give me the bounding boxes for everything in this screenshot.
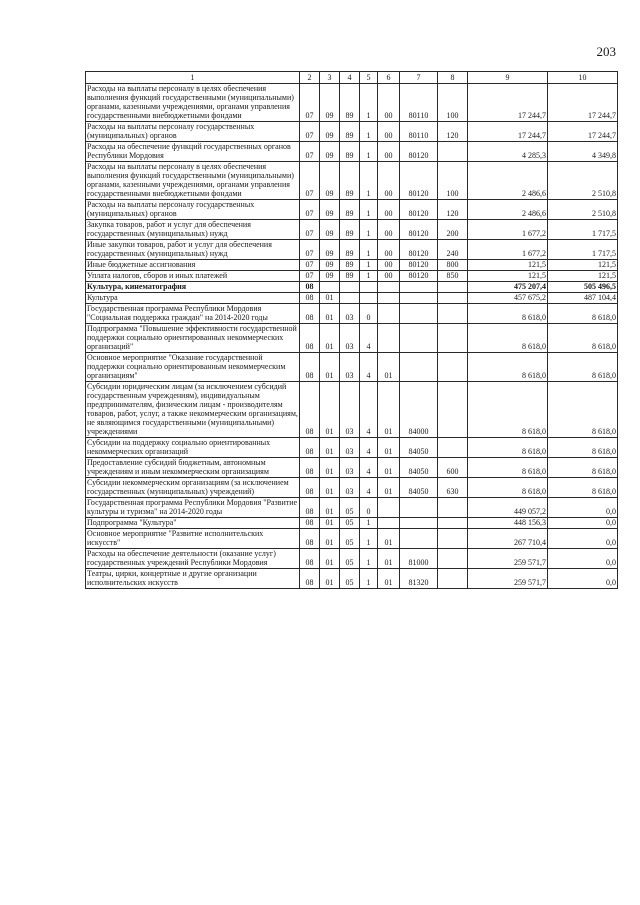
row-c6-cell <box>378 518 400 529</box>
row-name-cell: Расходы на выплаты персоналу в целях обеспечения выполнения функций государственными (муниципальными) органами, казенными учреждениями, органами управления государственными внебюджетными фондами <box>86 84 300 122</box>
row-v10-cell: 0,0 <box>548 529 618 549</box>
row-c2-cell: 08 <box>300 324 320 353</box>
table-row <box>86 271 618 282</box>
row-c6-cell: 01 <box>378 438 400 458</box>
row-c4-cell: 05 <box>340 569 360 589</box>
row-c6-cell: 01 <box>378 529 400 549</box>
row-c6-cell: 00 <box>378 260 400 271</box>
row-c7-cell: 80120 <box>400 260 438 271</box>
row-c6-cell <box>378 498 400 518</box>
row-name-cell: Культура, кинематография <box>86 282 300 293</box>
row-c2-cell: 07 <box>300 162 320 200</box>
row-c5-cell: 4 <box>360 353 378 382</box>
row-c5-cell: 4 <box>360 324 378 353</box>
row-c6-cell: 01 <box>378 569 400 589</box>
row-c8-cell: 850 <box>438 271 468 282</box>
row-c6-cell: 00 <box>378 220 400 240</box>
row-c8-cell <box>438 498 468 518</box>
page-number: 203 <box>596 44 616 59</box>
row-name-cell: Государственная программа Республики Мордовия "Социальная поддержка граждан" на 2014-2020 годы <box>86 304 300 324</box>
row-name-cell: Культура <box>86 293 300 304</box>
row-c2-cell: 07 <box>300 200 320 220</box>
row-v10-cell: 17 244,7 <box>548 84 618 122</box>
table-row <box>86 240 618 260</box>
row-c5-cell: 4 <box>360 458 378 478</box>
row-c4-cell: 89 <box>340 240 360 260</box>
column-header: 4 <box>340 72 360 84</box>
row-v9-cell: 17 244,7 <box>468 122 548 142</box>
row-c7-cell: 80120 <box>400 162 438 200</box>
table-row <box>86 122 618 142</box>
row-c5-cell: 1 <box>360 518 378 529</box>
row-c7-cell: 80110 <box>400 84 438 122</box>
row-c4-cell: 03 <box>340 353 360 382</box>
row-c7-cell: 84050 <box>400 478 438 498</box>
row-c8-cell: 100 <box>438 162 468 200</box>
row-c8-cell <box>438 438 468 458</box>
row-c2-cell: 08 <box>300 353 320 382</box>
row-c8-cell <box>438 518 468 529</box>
row-v9-cell: 8 618,0 <box>468 438 548 458</box>
row-v10-cell: 2 510,8 <box>548 162 618 200</box>
row-c4-cell: 05 <box>340 529 360 549</box>
row-c6-cell: 00 <box>378 122 400 142</box>
row-v10-cell: 0,0 <box>548 518 618 529</box>
column-header: 9 <box>468 72 548 84</box>
row-name-cell: Закупка товаров, работ и услуг для обеспечения государственных (муниципальных) нужд <box>86 220 300 240</box>
row-c6-cell: 01 <box>378 478 400 498</box>
column-header: 7 <box>400 72 438 84</box>
row-v10-cell: 1 717,5 <box>548 220 618 240</box>
row-c7-cell: 84050 <box>400 458 438 478</box>
row-name-cell: Субсидии некоммерческим организациям (за исключением государственных (муниципальных) учреждений) <box>86 478 300 498</box>
row-v9-cell: 8 618,0 <box>468 478 548 498</box>
row-c3-cell: 09 <box>320 271 340 282</box>
row-c5-cell: 1 <box>360 240 378 260</box>
row-c8-cell: 630 <box>438 478 468 498</box>
row-c5-cell: 1 <box>360 200 378 220</box>
row-c3-cell: 01 <box>320 569 340 589</box>
row-c6-cell: 01 <box>378 458 400 478</box>
row-name-cell: Государственная программа Республики Мордовия "Развитие культуры и туризма" на 2014-2020 годы <box>86 498 300 518</box>
table-row <box>86 200 618 220</box>
row-c6-cell: 01 <box>378 549 400 569</box>
table-row <box>86 260 618 271</box>
row-c4-cell: 03 <box>340 324 360 353</box>
row-v10-cell: 0,0 <box>548 498 618 518</box>
row-c6-cell: 01 <box>378 353 400 382</box>
row-c7-cell: 81320 <box>400 569 438 589</box>
row-c2-cell: 08 <box>300 382 320 438</box>
row-c8-cell <box>438 282 468 293</box>
table-header-row <box>86 72 618 84</box>
row-c2-cell: 07 <box>300 240 320 260</box>
row-v10-cell: 8 618,0 <box>548 304 618 324</box>
table-row <box>86 220 618 240</box>
row-c8-cell <box>438 382 468 438</box>
row-c5-cell: 1 <box>360 220 378 240</box>
row-c2-cell: 07 <box>300 260 320 271</box>
row-c2-cell: 08 <box>300 304 320 324</box>
row-c6-cell: 01 <box>378 382 400 438</box>
row-c7-cell: 84050 <box>400 438 438 458</box>
table-row <box>86 569 618 589</box>
row-c5-cell: 1 <box>360 569 378 589</box>
table-row <box>86 529 618 549</box>
column-header: 10 <box>548 72 618 84</box>
row-c5-cell: 1 <box>360 122 378 142</box>
row-c8-cell: 100 <box>438 84 468 122</box>
row-c5-cell <box>360 293 378 304</box>
row-c7-cell: 80120 <box>400 271 438 282</box>
table-row <box>86 293 618 304</box>
row-v10-cell: 8 618,0 <box>548 478 618 498</box>
row-name-cell: Иные закупки товаров, работ и услуг для обеспечения государственных (муниципальных) нужд <box>86 240 300 260</box>
column-header: 1 <box>86 72 300 84</box>
row-v9-cell: 121,5 <box>468 271 548 282</box>
row-v10-cell: 487 104,4 <box>548 293 618 304</box>
row-c8-cell <box>438 529 468 549</box>
row-c3-cell: 01 <box>320 324 340 353</box>
row-c4-cell: 89 <box>340 260 360 271</box>
row-name-cell: Предоставление субсидий бюджетным, автономным учреждениям и иным некоммерческим организациям <box>86 458 300 478</box>
row-c8-cell: 800 <box>438 260 468 271</box>
row-v10-cell: 121,5 <box>548 271 618 282</box>
row-c2-cell: 08 <box>300 293 320 304</box>
row-c3-cell: 01 <box>320 382 340 438</box>
row-name-cell: Уплата налогов, сборов и иных платежей <box>86 271 300 282</box>
row-c7-cell <box>400 498 438 518</box>
row-v9-cell: 2 486,6 <box>468 200 548 220</box>
row-c2-cell: 08 <box>300 498 320 518</box>
row-c5-cell: 1 <box>360 260 378 271</box>
row-c6-cell: 00 <box>378 200 400 220</box>
row-c8-cell: 240 <box>438 240 468 260</box>
row-name-cell: Расходы на обеспечение функций государственных органов Республики Мордовия <box>86 142 300 162</box>
row-name-cell: Расходы на выплаты персоналу государственных (муниципальных) органов <box>86 122 300 142</box>
row-c4-cell: 05 <box>340 518 360 529</box>
row-v9-cell: 259 571,7 <box>468 549 548 569</box>
row-c5-cell: 4 <box>360 438 378 458</box>
row-c8-cell: 120 <box>438 122 468 142</box>
row-c4-cell: 03 <box>340 478 360 498</box>
row-c3-cell: 01 <box>320 304 340 324</box>
row-c3-cell: 09 <box>320 220 340 240</box>
row-c3-cell: 09 <box>320 162 340 200</box>
row-c5-cell: 4 <box>360 478 378 498</box>
row-c7-cell: 80120 <box>400 142 438 162</box>
row-c3-cell: 01 <box>320 458 340 478</box>
row-v10-cell: 8 618,0 <box>548 458 618 478</box>
row-c4-cell: 89 <box>340 200 360 220</box>
column-header: 5 <box>360 72 378 84</box>
row-v9-cell: 8 618,0 <box>468 458 548 478</box>
table-row <box>86 438 618 458</box>
budget-table <box>85 71 618 589</box>
row-v10-cell: 8 618,0 <box>548 438 618 458</box>
row-c7-cell <box>400 518 438 529</box>
row-c2-cell: 07 <box>300 84 320 122</box>
row-c7-cell: 80120 <box>400 220 438 240</box>
column-header: 2 <box>300 72 320 84</box>
row-name-cell: Расходы на выплаты персоналу в целях обеспечения выполнения функций государственными (муниципальными) органами, казенными учреждениями, органами управления государственными внебюджетными фондами <box>86 162 300 200</box>
row-c3-cell: 09 <box>320 122 340 142</box>
row-v10-cell: 0,0 <box>548 569 618 589</box>
row-v9-cell: 8 618,0 <box>468 353 548 382</box>
row-v9-cell: 449 057,2 <box>468 498 548 518</box>
row-c8-cell: 200 <box>438 220 468 240</box>
row-c8-cell <box>438 353 468 382</box>
row-name-cell: Подпрограмма "Повышение эффективности государственной поддержки социально ориентированных некоммерческих организаций" <box>86 324 300 353</box>
row-v9-cell: 17 244,7 <box>468 84 548 122</box>
row-v9-cell: 8 618,0 <box>468 324 548 353</box>
row-v9-cell: 4 285,3 <box>468 142 548 162</box>
row-name-cell: Субсидии на поддержку социально ориентированных некоммерческих организаций <box>86 438 300 458</box>
row-c5-cell: 1 <box>360 549 378 569</box>
row-c3-cell: 01 <box>320 438 340 458</box>
row-name-cell: Расходы на обеспечение деятельности (оказание услуг) государственных учреждений Республики Мордовия <box>86 549 300 569</box>
row-c6-cell: 00 <box>378 271 400 282</box>
row-c2-cell: 08 <box>300 458 320 478</box>
row-c2-cell: 08 <box>300 282 320 293</box>
table-row <box>86 324 618 353</box>
row-c6-cell: 00 <box>378 240 400 260</box>
row-c7-cell: 81000 <box>400 549 438 569</box>
row-c4-cell: 89 <box>340 142 360 162</box>
row-c5-cell: 1 <box>360 162 378 200</box>
column-header: 3 <box>320 72 340 84</box>
row-name-cell: Основное мероприятие "Развитие исполнительских искусств" <box>86 529 300 549</box>
row-c7-cell <box>400 282 438 293</box>
row-v10-cell: 0,0 <box>548 549 618 569</box>
row-name-cell: Субсидии юридическим лицам (за исключением субсидий государственным учреждениям), индивидуальным предпринимателям, физическим лицам - производителям товаров, работ, услуг, а также некоммерческим организациям, не являющимся государственными (муниципальными) учреждениями <box>87 382 298 436</box>
row-c6-cell: 00 <box>378 142 400 162</box>
row-c2-cell: 08 <box>300 438 320 458</box>
row-v9-cell: 121,5 <box>468 260 548 271</box>
row-c8-cell <box>438 549 468 569</box>
row-c8-cell <box>438 293 468 304</box>
table-row <box>86 382 618 438</box>
row-v9-cell: 457 675,2 <box>468 293 548 304</box>
row-c3-cell: 01 <box>320 529 340 549</box>
row-c2-cell: 07 <box>300 122 320 142</box>
row-c4-cell: 05 <box>340 498 360 518</box>
row-v10-cell: 8 618,0 <box>548 324 618 353</box>
table-row <box>86 142 618 162</box>
row-c5-cell: 1 <box>360 529 378 549</box>
row-c5-cell: 0 <box>360 498 378 518</box>
row-v10-cell: 1 717,5 <box>548 240 618 260</box>
row-c8-cell <box>438 142 468 162</box>
row-v9-cell: 1 677,2 <box>468 240 548 260</box>
row-v10-cell: 505 496,5 <box>548 282 618 293</box>
row-c6-cell: 00 <box>378 162 400 200</box>
row-v9-cell: 267 710,4 <box>468 529 548 549</box>
row-c3-cell <box>320 282 340 293</box>
row-c2-cell: 08 <box>300 478 320 498</box>
row-c2-cell: 08 <box>300 569 320 589</box>
row-c4-cell: 03 <box>340 382 360 438</box>
row-v9-cell: 8 618,0 <box>468 382 548 438</box>
row-c7-cell <box>400 293 438 304</box>
row-c8-cell <box>438 324 468 353</box>
row-c6-cell <box>378 282 400 293</box>
row-c2-cell: 07 <box>300 271 320 282</box>
row-c6-cell: 00 <box>378 84 400 122</box>
row-c6-cell <box>378 293 400 304</box>
column-header: 8 <box>438 72 468 84</box>
row-c4-cell <box>340 282 360 293</box>
row-c4-cell: 89 <box>340 220 360 240</box>
row-v10-cell: 121,5 <box>548 260 618 271</box>
row-c7-cell <box>400 353 438 382</box>
row-c8-cell <box>438 569 468 589</box>
row-v10-cell: 4 349,8 <box>548 142 618 162</box>
row-name-cell: Театры, цирки, концертные и другие организации исполнительских искусств <box>86 569 300 589</box>
row-c3-cell: 09 <box>320 260 340 271</box>
row-name-cell: Иные бюджетные ассигнования <box>86 260 300 271</box>
row-v9-cell: 1 677,2 <box>468 220 548 240</box>
column-header: 6 <box>378 72 400 84</box>
row-c4-cell: 05 <box>340 549 360 569</box>
row-c7-cell: 80120 <box>400 240 438 260</box>
row-v9-cell: 2 486,6 <box>468 162 548 200</box>
row-c5-cell: 1 <box>360 271 378 282</box>
row-v9-cell: 259 571,7 <box>468 569 548 589</box>
table-row <box>86 304 618 324</box>
row-c3-cell: 09 <box>320 142 340 162</box>
row-c7-cell <box>400 324 438 353</box>
row-c8-cell <box>438 304 468 324</box>
row-c5-cell: 4 <box>360 382 378 438</box>
row-c5-cell: 1 <box>360 142 378 162</box>
row-c5-cell <box>360 282 378 293</box>
row-c3-cell: 09 <box>320 84 340 122</box>
row-c4-cell: 89 <box>340 162 360 200</box>
row-c5-cell: 1 <box>360 84 378 122</box>
row-c3-cell: 09 <box>320 200 340 220</box>
row-c3-cell: 01 <box>320 518 340 529</box>
row-c4-cell: 03 <box>340 458 360 478</box>
row-v10-cell: 2 510,8 <box>548 200 618 220</box>
row-c2-cell: 08 <box>300 529 320 549</box>
row-c4-cell: 89 <box>340 84 360 122</box>
row-c3-cell: 01 <box>320 498 340 518</box>
row-name-cell: Расходы на выплаты персоналу государственных (муниципальных) органов <box>86 200 300 220</box>
table-row <box>86 458 618 478</box>
row-c6-cell <box>378 324 400 353</box>
table-row <box>86 353 618 382</box>
row-c2-cell: 07 <box>300 220 320 240</box>
row-c4-cell <box>340 293 360 304</box>
row-v10-cell: 17 244,7 <box>548 122 618 142</box>
row-c4-cell: 03 <box>340 304 360 324</box>
row-c3-cell: 01 <box>320 293 340 304</box>
row-c3-cell: 01 <box>320 549 340 569</box>
row-v9-cell: 8 618,0 <box>468 304 548 324</box>
row-c4-cell: 89 <box>340 271 360 282</box>
row-c6-cell <box>378 304 400 324</box>
table-row <box>86 498 618 518</box>
row-c7-cell: 80110 <box>400 122 438 142</box>
row-name-cell: Основное мероприятие "Оказание государственной поддержки социально ориентированным некоммерческим организациям" <box>86 353 300 382</box>
row-v10-cell: 8 618,0 <box>548 353 618 382</box>
row-c2-cell: 08 <box>300 549 320 569</box>
row-c7-cell <box>400 529 438 549</box>
table-row <box>86 84 618 122</box>
row-c3-cell: 09 <box>320 240 340 260</box>
row-c7-cell: 84000 <box>400 382 438 438</box>
row-c7-cell <box>400 304 438 324</box>
row-v9-cell: 475 207,4 <box>468 282 548 293</box>
row-v10-cell: 8 618,0 <box>548 382 618 438</box>
row-c2-cell: 07 <box>300 142 320 162</box>
row-v9-cell: 448 156,3 <box>468 518 548 529</box>
table-row <box>86 549 618 569</box>
row-c7-cell: 80120 <box>400 200 438 220</box>
row-c8-cell: 600 <box>438 458 468 478</box>
row-c3-cell: 01 <box>320 478 340 498</box>
row-c8-cell: 120 <box>438 200 468 220</box>
row-name-cell: Подпрограмма "Культура" <box>86 518 300 529</box>
table-row <box>86 162 618 200</box>
table-row <box>86 518 618 529</box>
row-c4-cell: 03 <box>340 438 360 458</box>
table-row <box>86 478 618 498</box>
table-row <box>86 282 618 293</box>
row-c2-cell: 08 <box>300 518 320 529</box>
row-c3-cell: 01 <box>320 353 340 382</box>
row-c4-cell: 89 <box>340 122 360 142</box>
row-c5-cell: 0 <box>360 304 378 324</box>
